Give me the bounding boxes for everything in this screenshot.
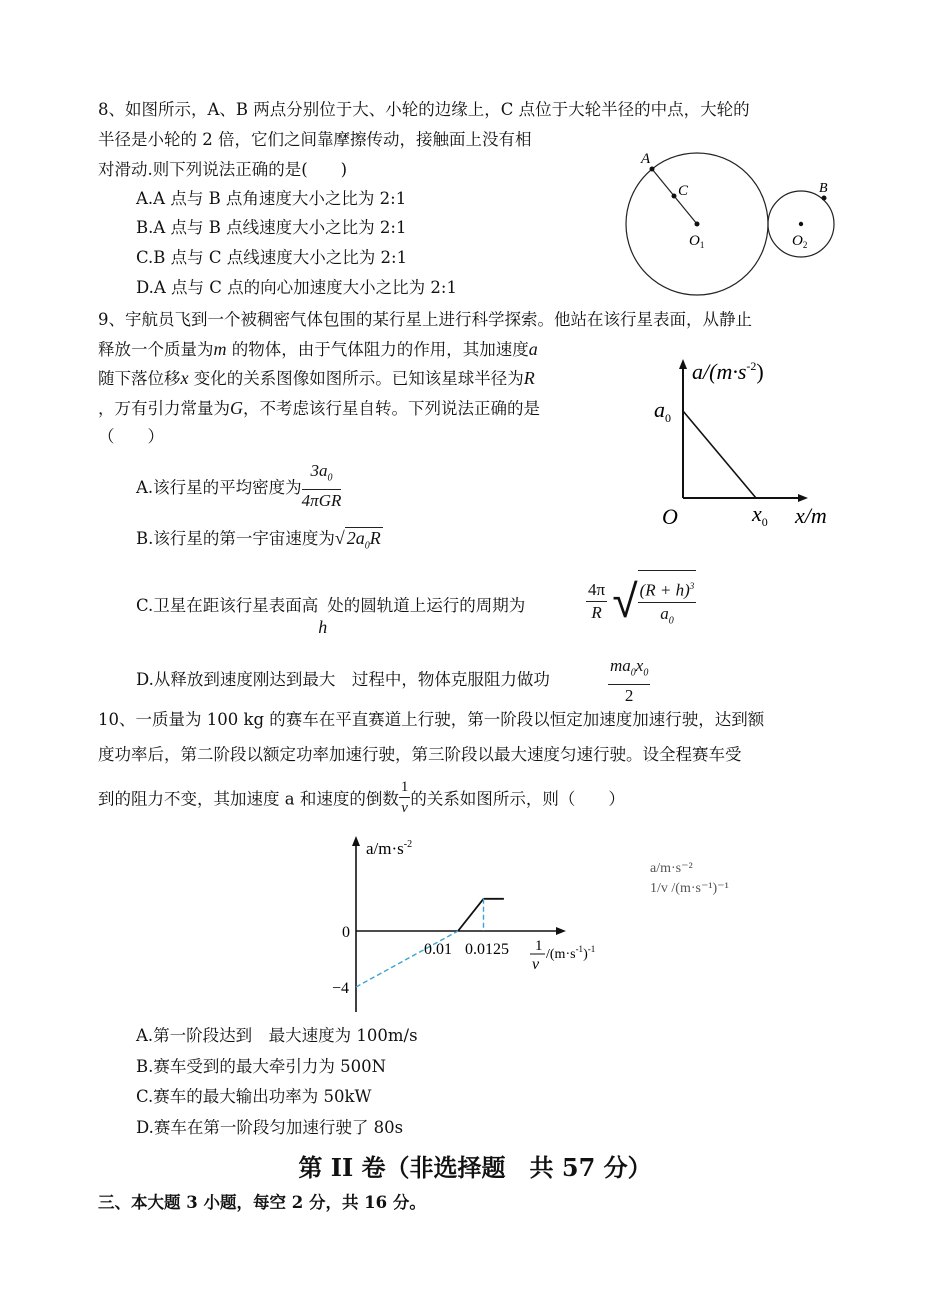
x-label-num: 1 — [535, 938, 543, 954]
label-b: B — [819, 181, 828, 196]
part2-title: 第 II 卷（非选择题 共 57 分） — [298, 1153, 652, 1182]
q8-option-d: D.A 点与 C 点的向心加速度大小之比为 2:1 — [136, 278, 457, 297]
label-c: C — [678, 183, 689, 199]
graph-xlabel: x/m — [795, 503, 827, 528]
section-3-heading: 三、本大题 3 小题，每空 2 分，共 16 分。 — [98, 1193, 426, 1212]
q8-option-a: A.A 点与 B 点角速度大小之比为 2:1 — [136, 189, 407, 208]
label-o1: $O_1$ — [689, 233, 705, 250]
x-tick-00125: 0.0125 — [465, 941, 509, 958]
graph-ylabel: $a/(m\cdot s^{-2})$ — [692, 359, 764, 384]
q10-option-c: C.赛车的最大输出功率为 50kW — [136, 1087, 372, 1106]
x-label-unit: $/(m\cdot s^{-1})^{-1}$ — [546, 944, 596, 962]
q9-line-4: ，万有引力常量为G，不考虑该行星自转。下列说法正确的是 — [98, 398, 540, 418]
q9-line-3: 随下落位移x 变化的关系图像如图所示。已知该星球半径为R — [98, 368, 535, 388]
q9-option-d-formula: $\frac{ma_0x_0}{2}$ — [610, 656, 649, 706]
y-tick-neg4: −4 — [332, 980, 350, 997]
q9-option-a: A.该行星的平均密度为 $\frac{3a_0}{\text{4πGR}}$ — [136, 461, 342, 511]
label-origin: O — [662, 504, 678, 529]
y-axis-label: $a/m\cdot s^{-2}$ — [366, 839, 413, 858]
x-label-den: v — [532, 956, 540, 973]
q8-line-2: 半径是小轮的 2 倍，它们之间靠摩擦传动，接触面上没有相 — [98, 130, 532, 149]
q10-option-b: B.赛车受到的最大牵引力为 500N — [136, 1057, 387, 1076]
wheels-figure — [615, 145, 855, 300]
q9-option-c-formula: $\frac{4\pi}{R}$ √ $\frac{(R + h)^3}{a_0}$ — [586, 570, 696, 632]
q10-option-a: A.第一阶段达到 最大速度为 100m/s — [136, 1026, 418, 1045]
chart-xlabel-caption: 1/v /(m·s⁻¹)⁻¹ — [650, 881, 729, 896]
q10-line-1: 10、一质量为 100 kg 的赛车在平直赛道上行驶，第一阶段以恒定加速度加速行驶，达到额 — [98, 710, 765, 729]
q9-line-5: （ ） — [98, 427, 164, 446]
q9-line-2: 释放一个质量为m 的物体，由于气体阻力的作用，其加速度a — [98, 339, 538, 359]
q8-line-1: 8、如图所示，A、B 两点分别位于大、小轮的边缘上，C 点位于大轮半径的中点，大轮的 — [98, 100, 750, 119]
q8-option-c: C.B 点与 C 点线速度大小之比为 2:1 — [136, 248, 408, 267]
label-a: A — [641, 151, 651, 167]
y-tick-0: 0 — [342, 924, 350, 941]
accel-inverse-velocity-chart — [330, 830, 630, 1020]
x-tick-001: 0.01 — [424, 941, 452, 958]
label-x0: $x_0$ — [752, 501, 768, 529]
q10-line-3: 到的阻力不变，其加速度 a 和速度的倒数 $\frac{1}{v}$ 的关系如图所示，则（ ） — [98, 779, 625, 816]
q9-line-1: 9、宇航员飞到一个被稠密气体包围的某行星上进行科学探索。他站在该行星表面，从静止 — [98, 310, 752, 329]
q9-option-b: B.该行星的第一宇宙速度为√ $2a_0R$ — [136, 528, 381, 552]
q9-option-d: D.从释放到速度刚达到最大 过程中，物体克服阻力做功 — [136, 670, 550, 689]
dashed-extension-segment — [356, 931, 458, 987]
label-o2: $O_2$ — [792, 233, 808, 250]
label-a0: $a_0$ — [654, 397, 671, 425]
q9-option-c: C.卫星在距该行星表面高h处的圆轨道上运行的周期为 — [136, 596, 526, 637]
series-segment — [458, 899, 484, 931]
q8-line-3: 对滑动.则下列说法正确的是( ) — [98, 160, 348, 179]
q10-line-2: 度功率后，第二阶段以额定功率加速行驶，第三阶段以最大速度匀速行驶。设全程赛车受 — [98, 745, 742, 764]
q10-option-d: D.赛车在第一阶段匀加速行驶了 80s — [136, 1118, 404, 1137]
q8-option-b: B.A 点与 B 点线速度大小之比为 2:1 — [136, 218, 407, 237]
accel-displacement-graph — [640, 355, 850, 535]
chart-ylabel-caption: a/m·s⁻² — [650, 861, 693, 876]
